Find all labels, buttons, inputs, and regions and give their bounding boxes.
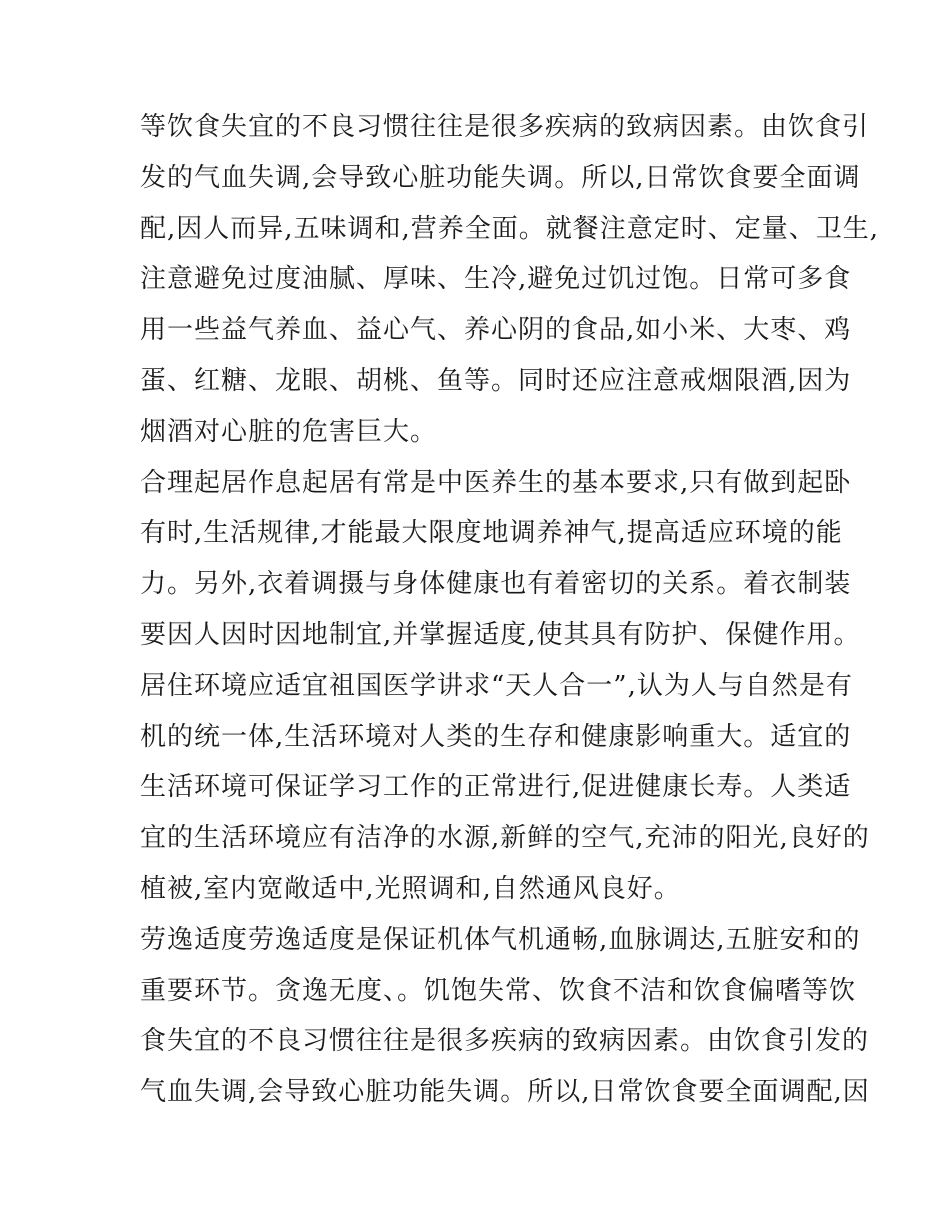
- text-line: 有时,生活规律,才能最大限度地调养神气,提高适应环境的能: [140, 518, 843, 549]
- text-line: 宜的生活环境应有洁净的水源,新鲜的空气,充沛的阳光,良好的: [140, 823, 870, 854]
- text-line: 生活环境可保证学习工作的正常进行,促进健康长寿。人类适: [140, 772, 852, 803]
- text-line: 劳逸适度劳逸适度是保证机体气机通畅,血脉调达,五脏安和的: [140, 924, 861, 955]
- text-line: 食失宜的不良习惯往往是很多疾病的致病因素。由饮食引发的: [140, 1026, 870, 1057]
- document-body: [140, 102, 880, 1118]
- text-line: 等饮食失宜的不良习惯往往是很多疾病的致病因素。由饮食引: [140, 112, 870, 142]
- text-line: 烟酒对心脏的危害巨大。: [140, 416, 438, 447]
- text-line: 配,因人而异,五味调和,营养全面。就餐注意定时、定量、卫生,: [140, 213, 880, 244]
- text-line: 气血失调,会导致心脏功能失调。所以,日常饮食要全面调配,因: [140, 1077, 870, 1108]
- text-line: 植被,室内宽敞适中,光照调和,自然通风良好。: [140, 873, 681, 904]
- text-line: 注意避免过度油腻、厚味、生冷,避免过饥过饱。日常可多食: [140, 264, 852, 295]
- text-line: 居住环境应适宜祖国医学讲求“天人合一”,认为人与自然是有: [140, 670, 853, 701]
- text-line: 合理起居作息起居有常是中医养生的基本要求,只有做到起卧: [140, 467, 852, 498]
- text-line: 力。另外,衣着调摄与身体健康也有着密切的关系。着衣制装: [140, 569, 852, 600]
- text-line: 蛋、红糖、龙眼、胡桃、鱼等。同时还应注意戒烟限酒,因为: [140, 365, 852, 396]
- text-line: 要因人因时因地制宜,并掌握适度,使其具有防护、保健作用。: [140, 619, 861, 650]
- text-line: 用一些益气养血、益心气、养心阴的食品,如小米、大枣、鸡: [140, 315, 852, 346]
- text-line: 机的统一体,生活环境对人类的生存和健康影响重大。适宜的: [140, 721, 852, 752]
- text-line: 重要环节。贪逸无度、。饥饱失常、饮食不洁和饮食偏嗜等饮: [140, 975, 857, 1006]
- text-line: 发的气血失调,会导致心脏功能失调。所以,日常饮食要全面调: [140, 162, 861, 193]
